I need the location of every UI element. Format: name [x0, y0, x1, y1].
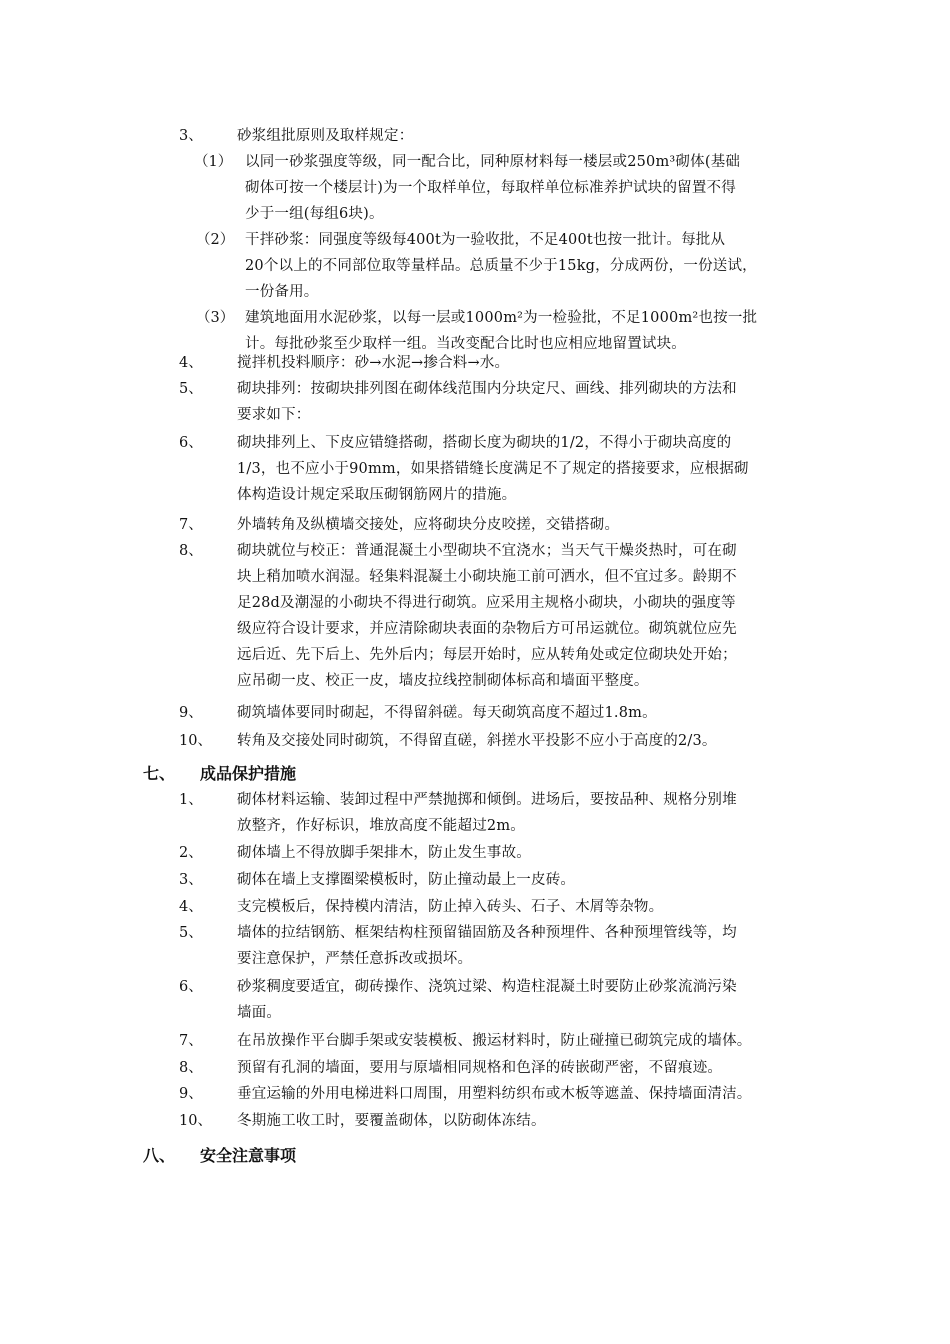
item-number: （1）: [194, 154, 233, 170]
item-number: 4、: [179, 899, 203, 915]
item-text-line: 砌块就位与校正：普通混凝土小型砌块不宜浇水；当天气干燥炎热时，可在砌: [237, 543, 737, 559]
item-number: 10、: [179, 1113, 212, 1129]
item-number: 9、: [179, 1086, 203, 1102]
item-text-line: 砌块排列上、下皮应错缝搭砌，搭砌长度为砌块的1/2，不得小于砌块高度的: [237, 435, 732, 451]
item-text-line: 砌块排列：按砌块排列图在砌体线范围内分块定尺、画线、排列砌块的方法和: [237, 381, 737, 397]
list-item: [0, 974, 950, 1026]
list-item: [0, 123, 950, 149]
list-item: [0, 149, 950, 227]
section-number: 七、: [143, 764, 176, 783]
item-text-line: 转角及交接处同时砌筑，不得留直磋，斜搓水平投影不应小于高度的2/3。: [237, 733, 717, 749]
item-number: 5、: [179, 925, 203, 941]
item-text-line: 砌体材料运输、装卸过程中严禁抛掷和倾倒。进场后，要按品种、规格分别堆: [237, 792, 737, 808]
item-text-line: 冬期施工收工时，要覆盖砌体，以防砌体冻结。: [237, 1113, 546, 1129]
list-item: [0, 1108, 950, 1134]
list-item: [0, 840, 950, 866]
item-text-line: 少于一组(每组6块)。: [245, 206, 384, 222]
item-number: 3、: [179, 872, 203, 888]
item-text-line: 墙体的拉结钢筋、框架结构柱预留锚固筋及各种预埋件、各种预埋管线等，均: [237, 925, 737, 941]
item-text-line: 搅拌机投料顺序：砂→水泥→掺合料→水。: [237, 355, 510, 371]
item-text-line: 应吊砌一皮、校正一皮，墙皮拉线控制砌体标高和墙面平整度。: [237, 673, 649, 689]
item-number: （2）: [196, 232, 235, 248]
list-item: [0, 867, 950, 893]
item-number: 8、: [179, 543, 203, 559]
item-text-line: 砌体在墙上支撑圈梁模板时，防止撞动最上一皮砖。: [237, 872, 576, 888]
item-text-line: 预留有孔洞的墙面，要用与原墙相同规格和色泽的砖嵌砌严密，不留痕迹。: [237, 1060, 723, 1076]
section-heading-7: [143, 761, 543, 787]
item-number: 10、: [179, 733, 212, 749]
item-text-line: 体构造设计规定采取压砌钢筋网片的措施。: [237, 487, 517, 503]
item-number: 1、: [179, 792, 203, 808]
list-item: [0, 1081, 950, 1107]
list-item: [0, 728, 950, 754]
item-text-line: 在吊放操作平台脚手架或安装模板、搬运材料时，防止碰撞已砌筑完成的墙体。: [237, 1033, 752, 1049]
item-text-line: 垂宜运输的外用电梯进料口周围，用塑料纺织布或木板等遮盖、保持墙面清洁。: [237, 1086, 752, 1102]
section-title: 安全注意事项: [200, 1146, 297, 1165]
item-text-line: 砌筑墙体要同时砌起，不得留斜磋。每天砌筑高度不超过1.8m。: [237, 705, 657, 721]
list-item: [0, 700, 950, 726]
item-number: （3）: [196, 310, 235, 326]
item-text-line: 砌体墙上不得放脚手架排木，防止发生事故。: [237, 845, 531, 861]
item-text-line: 远后近、先下后上、先外后内；每层开始时，应从转角处或定位砌块处开始；: [237, 647, 737, 663]
list-item: [0, 894, 950, 920]
list-item: [0, 430, 950, 508]
item-text-line: 砌体可按一个楼层计)为一个取样单位，每取样单位标准养护试块的留置不得: [245, 180, 736, 196]
item-text-line: 要求如下：: [237, 407, 311, 423]
list-item: [0, 1055, 950, 1081]
item-text-line: 外墙转角及纵横墙交接处，应将砌块分皮咬搓，交错搭砌。: [237, 517, 620, 533]
item-text-line: 块上稍加喷水润湿。轻集料混凝土小砌块施工前可洒水，但不宜过多。龄期不: [237, 569, 737, 585]
item-number: 4、: [179, 355, 203, 371]
list-item: [0, 538, 950, 694]
item-text-line: 一份备用。: [245, 284, 319, 300]
item-number: 2、: [179, 845, 203, 861]
list-item: [0, 512, 950, 538]
item-text-line: 砂浆稠度要适宜，砌砖操作、浇筑过梁、构造柱混凝土时要防止砂浆流淌污染: [237, 979, 737, 995]
item-number: 9、: [179, 705, 203, 721]
list-item: [0, 227, 950, 305]
item-text-line: 建筑地面用水泥砂浆，以每一层或1000m²为一检验批，不足1000m²也按一批: [245, 310, 758, 326]
item-text-line: 级应符合设计要求，并应清除砌块表面的杂物后方可吊运就位。砌筑就位应先: [237, 621, 737, 637]
list-item: [0, 350, 950, 376]
item-text-line: 支完模板后，保持模内清洁，防止掉入砖头、石子、木屑等杂物。: [237, 899, 664, 915]
list-item: [0, 376, 950, 428]
section-heading-8: [143, 1143, 543, 1169]
item-number: 3、: [179, 128, 203, 144]
list-item: [0, 787, 950, 839]
item-text-line: 砂浆组批原则及取样规定：: [237, 128, 414, 144]
item-text-line: 足28d及潮湿的小砌块不得进行砌筑。应采用主规格小砌块，小砌块的强度等: [237, 595, 736, 611]
item-text-line: 以同一砂浆强度等级，同一配合比，同种原材料每一楼层或250m³砌体(基础: [245, 154, 741, 170]
item-number: 6、: [179, 435, 203, 451]
item-number: 6、: [179, 979, 203, 995]
list-item: [0, 1028, 950, 1054]
section-title: 成品保护措施: [200, 764, 297, 783]
item-text-line: 计。每批砂浆至少取样一组。当改变配合比时也应相应地留置试块。: [245, 336, 686, 352]
item-text-line: 20个以上的不同部位取等量样品。总质量不少于15kg，分成两份，一份送试，: [245, 258, 757, 274]
item-text-line: 放整齐，作好标识，堆放高度不能超过2m。: [237, 818, 525, 834]
item-number: 7、: [179, 517, 203, 533]
item-number: 7、: [179, 1033, 203, 1049]
item-text-line: 1/3，也不应小于90mm，如果搭错缝长度满足不了规定的搭接要求，应根据砌: [237, 461, 749, 477]
list-item: [0, 920, 950, 972]
item-number: 5、: [179, 381, 203, 397]
item-text-line: 干拌砂浆：同强度等级每400t为一验收批，不足400t也按一批计。每批从: [245, 232, 726, 248]
item-text-line: 要注意保护，严禁任意拆改或损坏。: [237, 951, 473, 967]
section-number: 八、: [143, 1146, 176, 1165]
item-number: 8、: [179, 1060, 203, 1076]
item-text-line: 墙面。: [237, 1005, 282, 1021]
